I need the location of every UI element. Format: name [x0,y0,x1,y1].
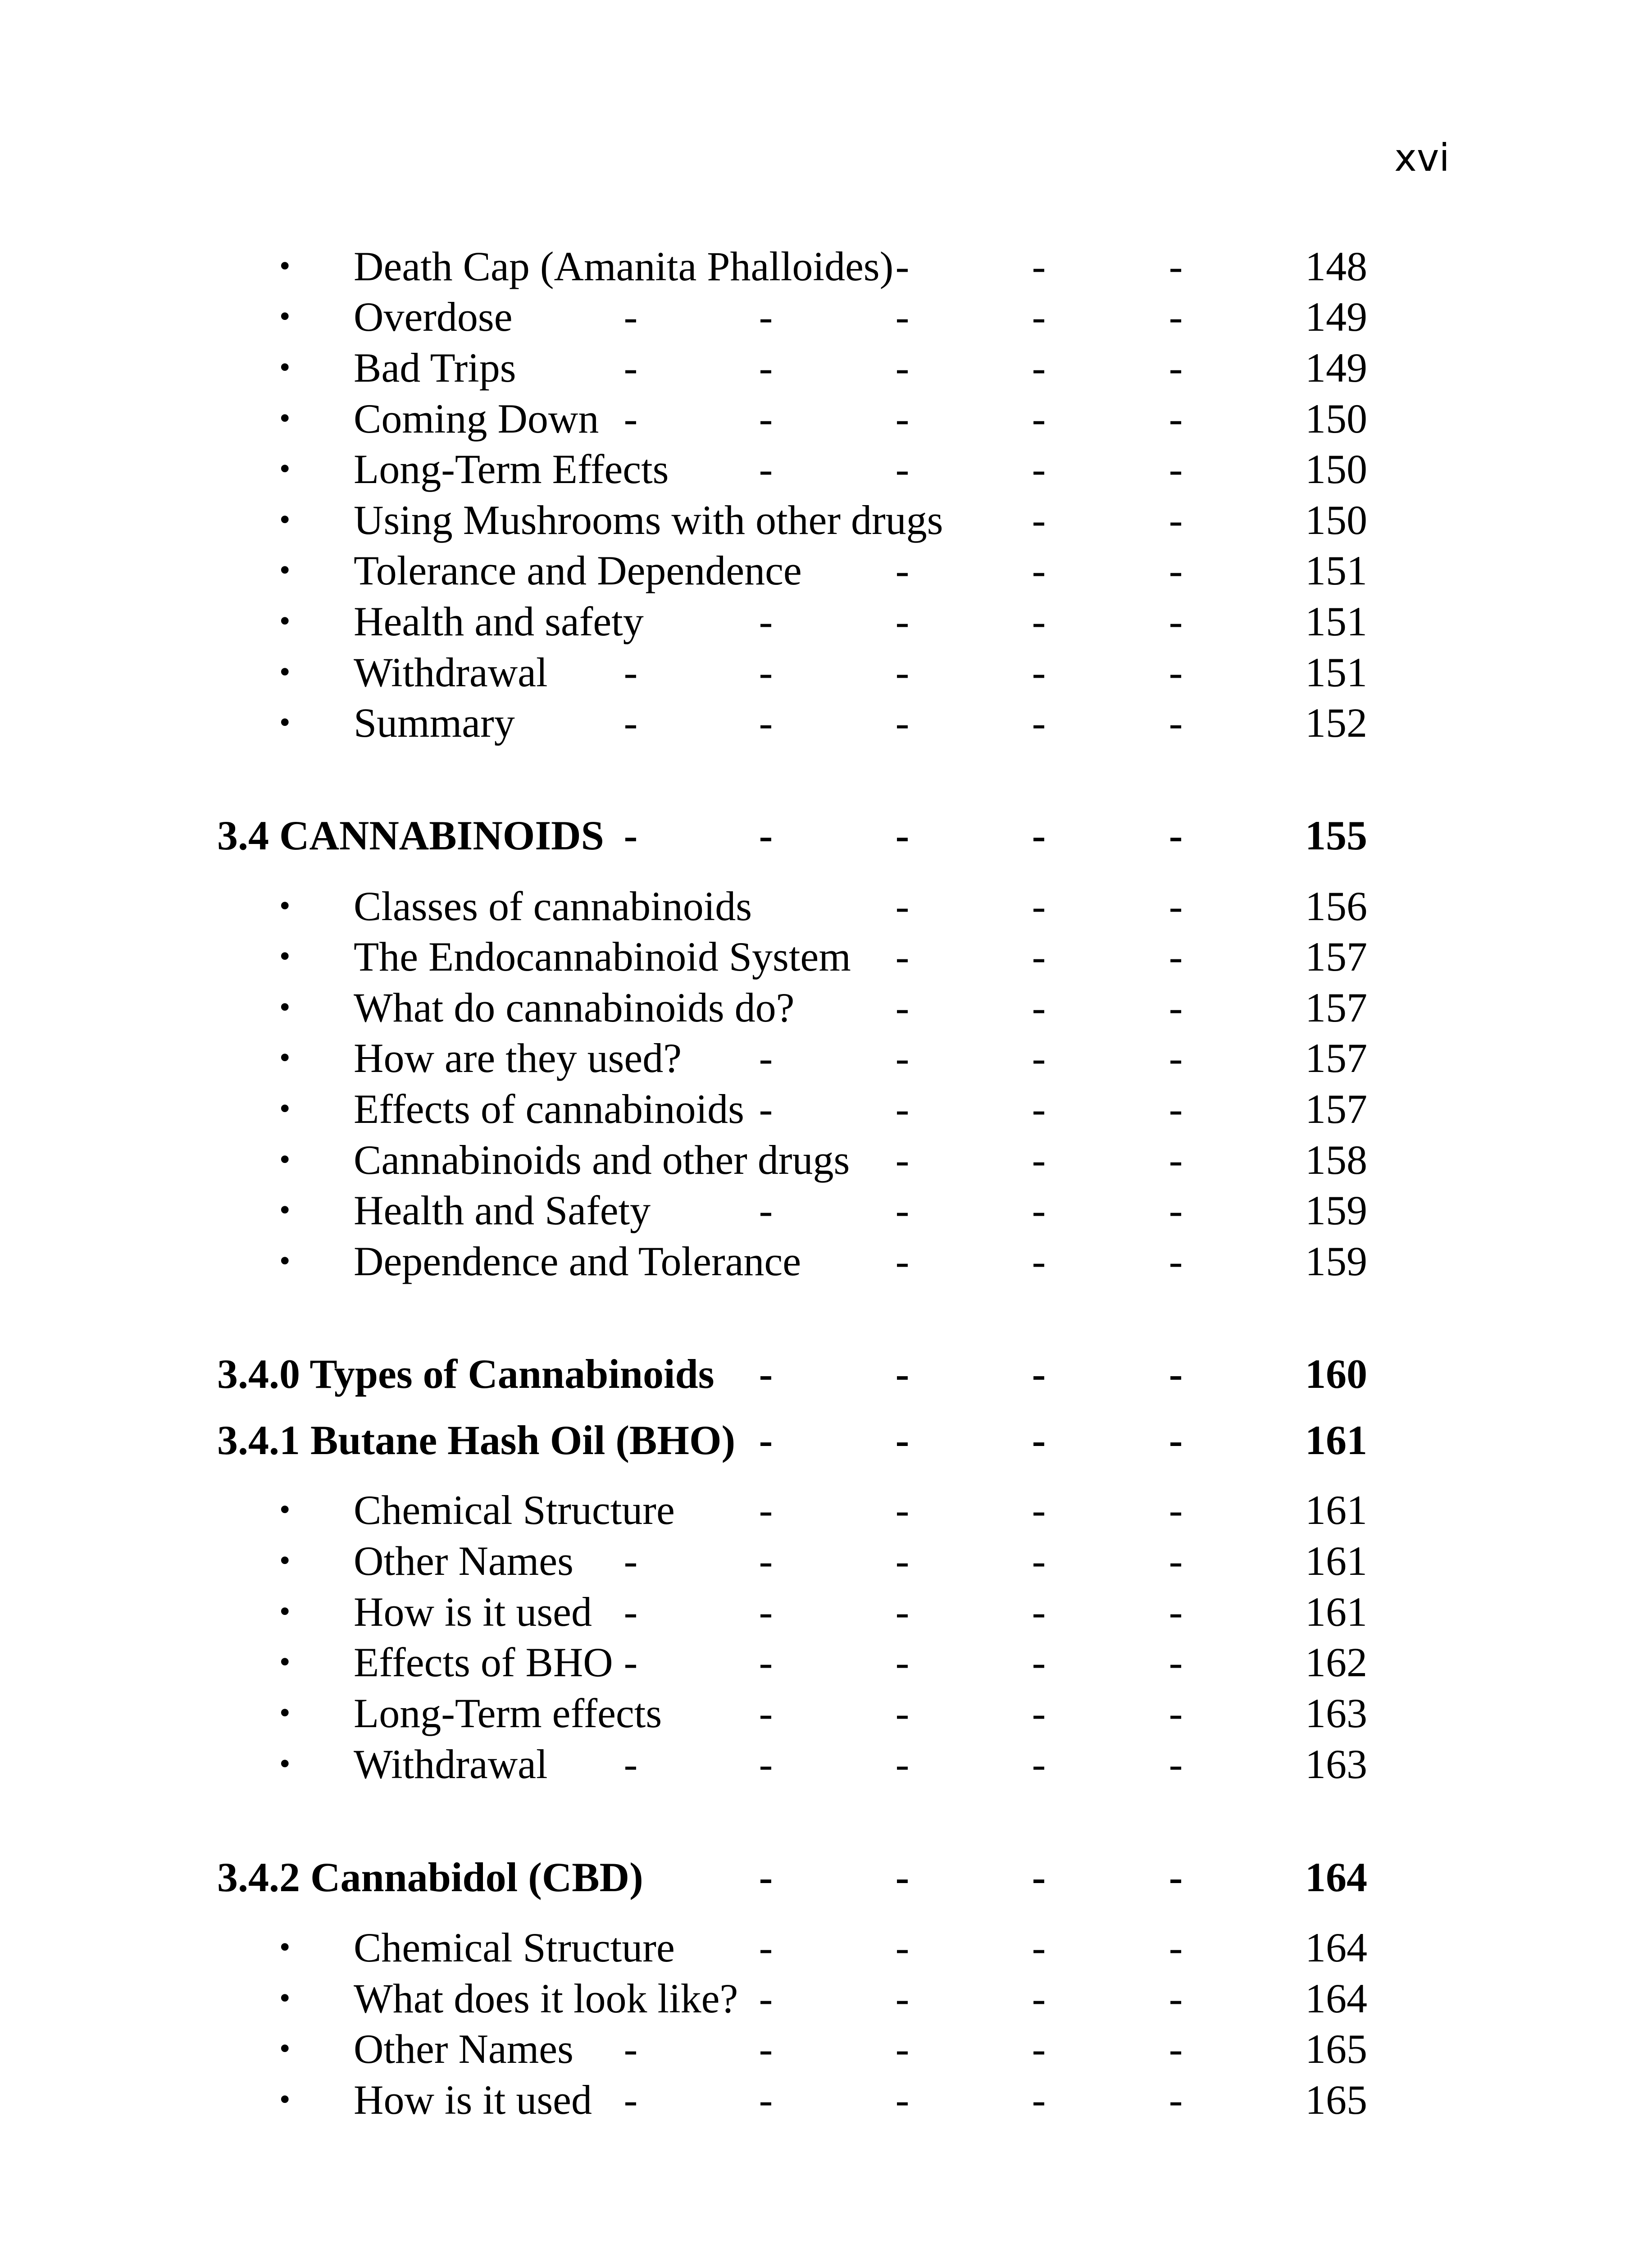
toc-entry [0,545,1652,596]
toc-page-number: 150 [1305,446,1367,492]
toc-page-number: 164 [1305,1975,1367,2021]
bullet-icon: • [279,655,291,689]
leader-dash: - [1032,547,1046,593]
toc-label: Effects of cannabinoids [354,1086,744,1132]
toc-entry [0,982,1652,1033]
toc-page-number: 151 [1305,547,1367,593]
leader-dash: - [1032,1690,1046,1736]
toc-label: 3.4 CANNABINOIDS [217,812,604,858]
toc-entry [0,2024,1652,2074]
bullet-icon: • [279,350,291,385]
toc-page-number: 158 [1305,1137,1367,1183]
leader-dash: - [759,598,773,644]
leader-dash: - [623,1538,638,1584]
toc-heading [0,1415,1652,1465]
toc-page-number: 164 [1305,1854,1367,1900]
bullet-icon: • [279,1930,291,1965]
leader-dash: - [1169,1639,1183,1685]
leader-dash: - [1032,243,1046,289]
toc-page-number: 161 [1305,1589,1367,1635]
leader-dash: - [1169,1538,1183,1584]
leader-dash: - [1169,700,1183,746]
leader-dash: - [1032,2026,1046,2072]
leader-dash: - [623,812,638,858]
toc-label: Chemical Structure [354,1925,675,1970]
toc-heading [0,1852,1652,1902]
toc-entry [0,2075,1652,2125]
leader-dash: - [895,934,910,980]
leader-dash: - [1169,2026,1183,2072]
leader-dash: - [895,1187,910,1233]
toc-entry [0,1587,1652,1637]
leader-dash: - [1032,1639,1046,1685]
toc-entry [0,444,1652,494]
toc-page-number: 156 [1305,883,1367,929]
bullet-icon: • [279,1142,291,1177]
toc-entry [0,1688,1652,1738]
leader-dash: - [759,1589,773,1635]
bullet-icon: • [279,939,291,974]
toc-label: Long-Term Effects [354,446,669,492]
bullet-icon: • [279,889,291,923]
toc-label: Other Names [354,2026,573,2072]
leader-dash: - [759,1639,773,1685]
leader-dash: - [1032,1086,1046,1132]
leader-dash: - [759,1925,773,1970]
toc-label: 3.4.1 Butane Hash Oil (BHO) [217,1417,736,1463]
leader-dash: - [1032,812,1046,858]
leader-dash: - [1169,294,1183,340]
toc-page-number: 157 [1305,985,1367,1031]
toc-entry [0,931,1652,982]
leader-dash: - [759,1086,773,1132]
leader-dash: - [895,1035,910,1081]
leader-dash: - [759,446,773,492]
toc-page-number: 152 [1305,700,1367,746]
leader-dash: - [1169,812,1183,858]
leader-dash: - [1032,1035,1046,1081]
leader-dash: - [1169,1854,1183,1900]
leader-dash: - [759,1741,773,1787]
leader-dash: - [1032,883,1046,929]
leader-dash: - [1169,1690,1183,1736]
leader-dash: - [1032,700,1046,746]
toc-label: The Endocannabinoid System [354,934,851,980]
toc-label: 3.4.2 Cannabidol (CBD) [217,1854,643,1900]
leader-dash: - [759,1975,773,2021]
toc-page-number: 149 [1305,345,1367,391]
leader-dash: - [1032,1487,1046,1533]
toc-page-number: 157 [1305,1086,1367,1132]
leader-dash: - [1169,243,1183,289]
toc-entry [0,292,1652,342]
leader-dash: - [1032,396,1046,442]
toc-label: Cannabinoids and other drugs [354,1137,850,1183]
leader-dash: - [1169,1086,1183,1132]
toc-page-number: 161 [1305,1417,1367,1463]
bullet-icon: • [279,1594,291,1629]
bullet-icon: • [279,553,291,588]
toc-page-number: 163 [1305,1741,1367,1787]
toc-label: Dependence and Tolerance [354,1238,801,1284]
leader-dash: - [1169,1035,1183,1081]
toc-entry [0,241,1652,292]
leader-dash: - [1169,1238,1183,1284]
leader-dash: - [895,1538,910,1584]
leader-dash: - [895,1487,910,1533]
leader-dash: - [623,294,638,340]
bullet-icon: • [279,1492,291,1527]
leader-dash: - [895,1086,910,1132]
leader-dash: - [1169,1351,1183,1397]
bullet-icon: • [279,1981,291,2016]
leader-dash: - [1032,934,1046,980]
toc-label: How are they used? [354,1035,682,1081]
toc-entry [0,1033,1652,1083]
leader-dash: - [1032,2077,1046,2123]
toc-label: Death Cap (Amanita Phalloides) [354,243,894,289]
toc-label: Classes of cannabinoids [354,883,752,929]
toc-label: Withdrawal [354,649,548,695]
toc-label: What do cannabinoids do? [354,985,795,1031]
toc-page-number: 160 [1305,1351,1367,1397]
toc-label: Withdrawal [354,1741,548,1787]
toc-page-number: 150 [1305,396,1367,442]
leader-dash: - [1169,1137,1183,1183]
bullet-icon: • [279,604,291,639]
leader-dash: - [895,243,910,289]
leader-dash: - [1169,934,1183,980]
toc-label: Effects of BHO [354,1639,613,1685]
leader-dash: - [895,1854,910,1900]
toc-entry [0,881,1652,931]
leader-dash: - [1032,1137,1046,1183]
toc-page-number: 157 [1305,1035,1367,1081]
leader-dash: - [1169,1187,1183,1233]
leader-dash: - [1032,1741,1046,1787]
toc-label: What does it look like? [354,1975,738,2021]
toc-entry [0,698,1652,748]
leader-dash: - [759,1487,773,1533]
leader-dash: - [895,1238,910,1284]
bullet-icon: • [279,2082,291,2117]
leader-dash: - [1169,598,1183,644]
toc-label: Using Mushrooms with other drugs [354,497,943,543]
bullet-icon: • [279,1040,291,1075]
leader-dash: - [895,1741,910,1787]
toc-entry [0,1973,1652,2024]
leader-dash: - [895,345,910,391]
leader-dash: - [1169,396,1183,442]
leader-dash: - [1169,1925,1183,1970]
leader-dash: - [895,985,910,1031]
leader-dash: - [1169,649,1183,695]
toc-entry [0,1922,1652,1973]
toc-page-number: 155 [1305,812,1367,858]
leader-dash: - [895,649,910,695]
toc-page-number: 157 [1305,934,1367,980]
leader-dash: - [895,598,910,644]
toc-page-number: 161 [1305,1538,1367,1584]
bullet-icon: • [279,2031,291,2066]
leader-dash: - [623,649,638,695]
toc-label: Coming Down [354,396,599,442]
bullet-icon: • [279,401,291,436]
toc-label: Health and safety [354,598,644,644]
leader-dash: - [1032,1538,1046,1584]
toc-label: Bad Trips [354,345,516,391]
bullet-icon: • [279,705,291,740]
bullet-icon: • [279,1645,291,1679]
toc-page-number: 159 [1305,1187,1367,1233]
leader-dash: - [895,1351,910,1397]
leader-dash: - [1032,649,1046,695]
bullet-icon: • [279,1193,291,1227]
leader-dash: - [895,2026,910,2072]
leader-dash: - [623,396,638,442]
bullet-icon: • [279,1244,291,1278]
toc-page-number: 151 [1305,598,1367,644]
leader-dash: - [759,294,773,340]
leader-dash: - [1032,1589,1046,1635]
leader-dash: - [759,2026,773,2072]
toc-label: How is it used [354,1589,592,1635]
leader-dash: - [1032,497,1046,543]
toc-entry [0,596,1652,647]
leader-dash: - [1169,1975,1183,2021]
leader-dash: - [759,345,773,391]
toc-label: How is it used [354,2077,592,2123]
leader-dash: - [623,1639,638,1685]
leader-dash: - [1032,294,1046,340]
leader-dash: - [895,2077,910,2123]
toc-entry [0,393,1652,444]
toc-entry [0,1185,1652,1236]
leader-dash: - [759,2077,773,2123]
toc-page-number: 150 [1305,497,1367,543]
leader-dash: - [623,1589,638,1635]
leader-dash: - [895,547,910,593]
leader-dash: - [1032,985,1046,1031]
leader-dash: - [623,700,638,746]
leader-dash: - [895,700,910,746]
leader-dash: - [1169,345,1183,391]
toc-page-number: 162 [1305,1639,1367,1685]
toc-entry [0,495,1652,545]
leader-dash: - [895,1975,910,2021]
leader-dash: - [1032,1854,1046,1900]
bullet-icon: • [279,1747,291,1781]
toc-page-number: 151 [1305,649,1367,695]
toc-entry [0,1485,1652,1535]
leader-dash: - [759,1417,773,1463]
leader-dash: - [623,1741,638,1787]
leader-dash: - [895,812,910,858]
toc-entry [0,1236,1652,1286]
leader-dash: - [1032,345,1046,391]
toc-page-number: 165 [1305,2026,1367,2072]
leader-dash: - [759,1538,773,1584]
toc-entry [0,342,1652,393]
toc-entry [0,1084,1652,1134]
leader-dash: - [1169,497,1183,543]
leader-dash: - [1032,1417,1046,1463]
leader-dash: - [895,294,910,340]
bullet-icon: • [279,249,291,283]
leader-dash: - [895,1639,910,1685]
leader-dash: - [759,700,773,746]
leader-dash: - [1169,1487,1183,1533]
toc-page-number: 164 [1305,1925,1367,1970]
leader-dash: - [759,396,773,442]
leader-dash: - [623,345,638,391]
leader-dash: - [1169,1417,1183,1463]
toc-entry [0,1739,1652,1789]
leader-dash: - [895,1690,910,1736]
bullet-icon: • [279,1543,291,1578]
leader-dash: - [623,2026,638,2072]
toc-label: Health and Safety [354,1187,651,1233]
leader-dash: - [759,1854,773,1900]
toc-page-number: 165 [1305,2077,1367,2123]
leader-dash: - [1169,2077,1183,2123]
leader-dash: - [759,1690,773,1736]
bullet-icon: • [279,990,291,1025]
leader-dash: - [895,1925,910,1970]
toc-label: Summary [354,700,515,746]
leader-dash: - [895,446,910,492]
leader-dash: - [759,1187,773,1233]
leader-dash: - [1032,1925,1046,1970]
leader-dash: - [1032,598,1046,644]
bullet-icon: • [279,1091,291,1126]
toc-entry [0,1536,1652,1586]
toc-page-number: 149 [1305,294,1367,340]
toc-entry [0,1637,1652,1687]
leader-dash: - [1032,1238,1046,1284]
leader-dash: - [895,1417,910,1463]
leader-dash: - [1032,1975,1046,2021]
leader-dash: - [1032,446,1046,492]
leader-dash: - [1169,547,1183,593]
leader-dash: - [759,649,773,695]
leader-dash: - [1169,446,1183,492]
toc-label: Overdose [354,294,513,340]
leader-dash: - [1169,985,1183,1031]
leader-dash: - [759,812,773,858]
leader-dash: - [895,1589,910,1635]
toc-label: Chemical Structure [354,1487,675,1533]
toc-page-number: 161 [1305,1487,1367,1533]
toc-page-number: 148 [1305,243,1367,289]
leader-dash: - [1032,1187,1046,1233]
leader-dash: - [759,1351,773,1397]
toc-heading [0,1349,1652,1399]
toc-label: 3.4.0 Types of Cannabinoids [217,1351,715,1397]
toc-label: Other Names [354,1538,573,1584]
bullet-icon: • [279,502,291,537]
leader-dash: - [895,1137,910,1183]
leader-dash: - [1169,883,1183,929]
bullet-icon: • [279,452,291,486]
bullet-icon: • [279,1696,291,1730]
toc-entry [0,1135,1652,1185]
toc-page-number: 163 [1305,1690,1367,1736]
toc-heading [0,810,1652,861]
leader-dash: - [623,2077,638,2123]
toc-entry [0,647,1652,698]
leader-dash: - [895,396,910,442]
leader-dash: - [759,1035,773,1081]
leader-dash: - [1032,1351,1046,1397]
leader-dash: - [1169,1589,1183,1635]
toc-label: Long-Term effects [354,1690,662,1736]
page-number: xvi [1394,136,1450,180]
toc-label: Tolerance and Dependence [354,547,802,593]
leader-dash: - [895,883,910,929]
leader-dash: - [1169,1741,1183,1787]
bullet-icon: • [279,299,291,334]
toc-page-number: 159 [1305,1238,1367,1284]
